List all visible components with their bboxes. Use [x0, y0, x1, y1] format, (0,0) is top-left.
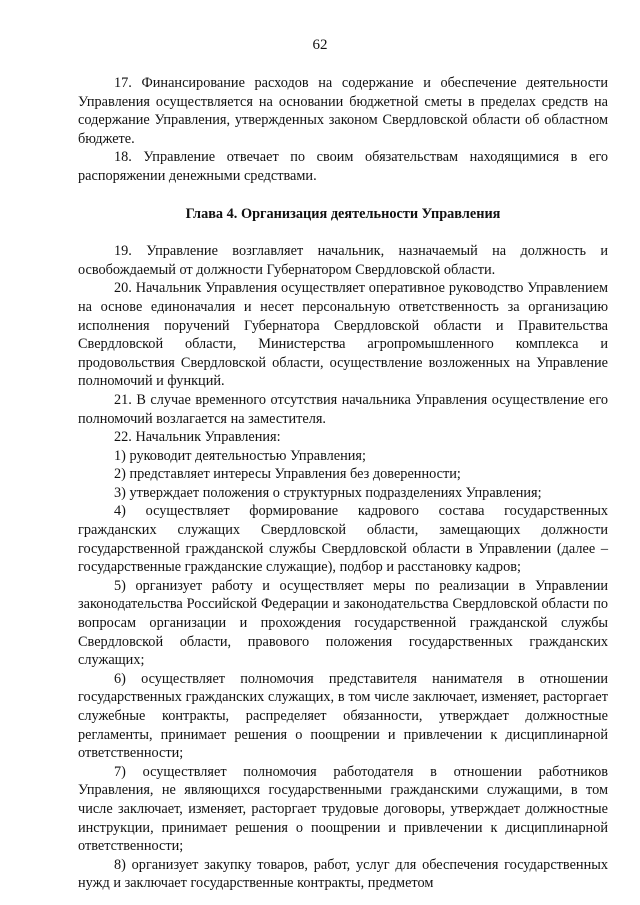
paragraph-21: 21. В случае временного отсутствия начальника Управления осуществление его полномочий возлагается на заместителя.: [78, 391, 608, 427]
list-item-1: 1) руководит деятельностью Управления;: [114, 447, 366, 464]
chapter-heading: Глава 4. Организация деятельности Управления: [185, 205, 501, 222]
paragraph-22: 22. Начальник Управления:: [114, 429, 281, 446]
list-item-3: 3) утверждает положения о структурных подразделениях Управления;: [114, 484, 542, 501]
paragraph-17: 17. Финансирование расходов на содержание и обеспечение деятельности Управления осуществляется на основании бюджетной сметы в пределах средств на содержание Управления, утвержденных законом Свердловской области об областном бюджете.: [78, 75, 608, 147]
list-item-6: 6) осуществляет полномочия представителя нанимателя в отношении государственных гражданских служащих, в том числе заключает, изменяет, расторгает служебные контракты, распределяет обязанности, утверждает должностные регламенты, принимает решения о поощрении и привлечении к дисциплинарной ответственности;: [78, 670, 608, 762]
list-item-8: 8) организует закупку товаров, работ, услуг для обеспечения государственных нужд и заключает государственные контракты, предметом: [78, 856, 608, 892]
paragraph-18: 18. Управление отвечает по своим обязательствам находящимися в его распоряжении денежными средствами.: [78, 149, 608, 184]
paragraph-20: 20. Начальник Управления осуществляет оперативное руководство Управлением на основе единоначалия и несет персональную ответственность за организацию исполнения поручений Губернатора Свердловской области и Правительства Свердловской области, Министерства агропромышленного комплекса и продовольствия Свердловской области, осуществление возложенных на Управление полномочий и функций.: [78, 280, 608, 390]
list-item-4: 4) осуществляет формирование кадрового состава государственных гражданских служащих Свердловской области, замещающих должности государственной гражданской службы Свердловской области в Управлении (далее – государственные гражданские служащие), подбор и расстановку кадров;: [78, 503, 608, 576]
page-number: 62: [312, 37, 328, 53]
list-item-7: 7) осуществляет полномочия работодателя в отношении работников Управления, не являющихся государственными гражданскими служащими, в том числе заключает, изменяет, расторгает трудовые договоры, утверждает должностные инструкции, принимает решения о поощрении и привлечении к дисциплинарной ответственности;: [78, 763, 608, 855]
list-item-2: 2) представляет интересы Управления без доверенности;: [114, 466, 461, 483]
paragraph-19: 19. Управление возглавляет начальник, назначаемый на должность и освобождаемый от должности Губернатором Свердловской области.: [78, 243, 608, 278]
document-body: [78, 74, 608, 893]
list-item-5: 5) организует работу и осуществляет меры по реализации в Управлении законодательства Российской Федерации и законодательства Свердловской области по вопросам организации и прохождения государственной гражданской службы Свердловской области, правового положения государственных гражданских служащих;: [78, 577, 608, 669]
